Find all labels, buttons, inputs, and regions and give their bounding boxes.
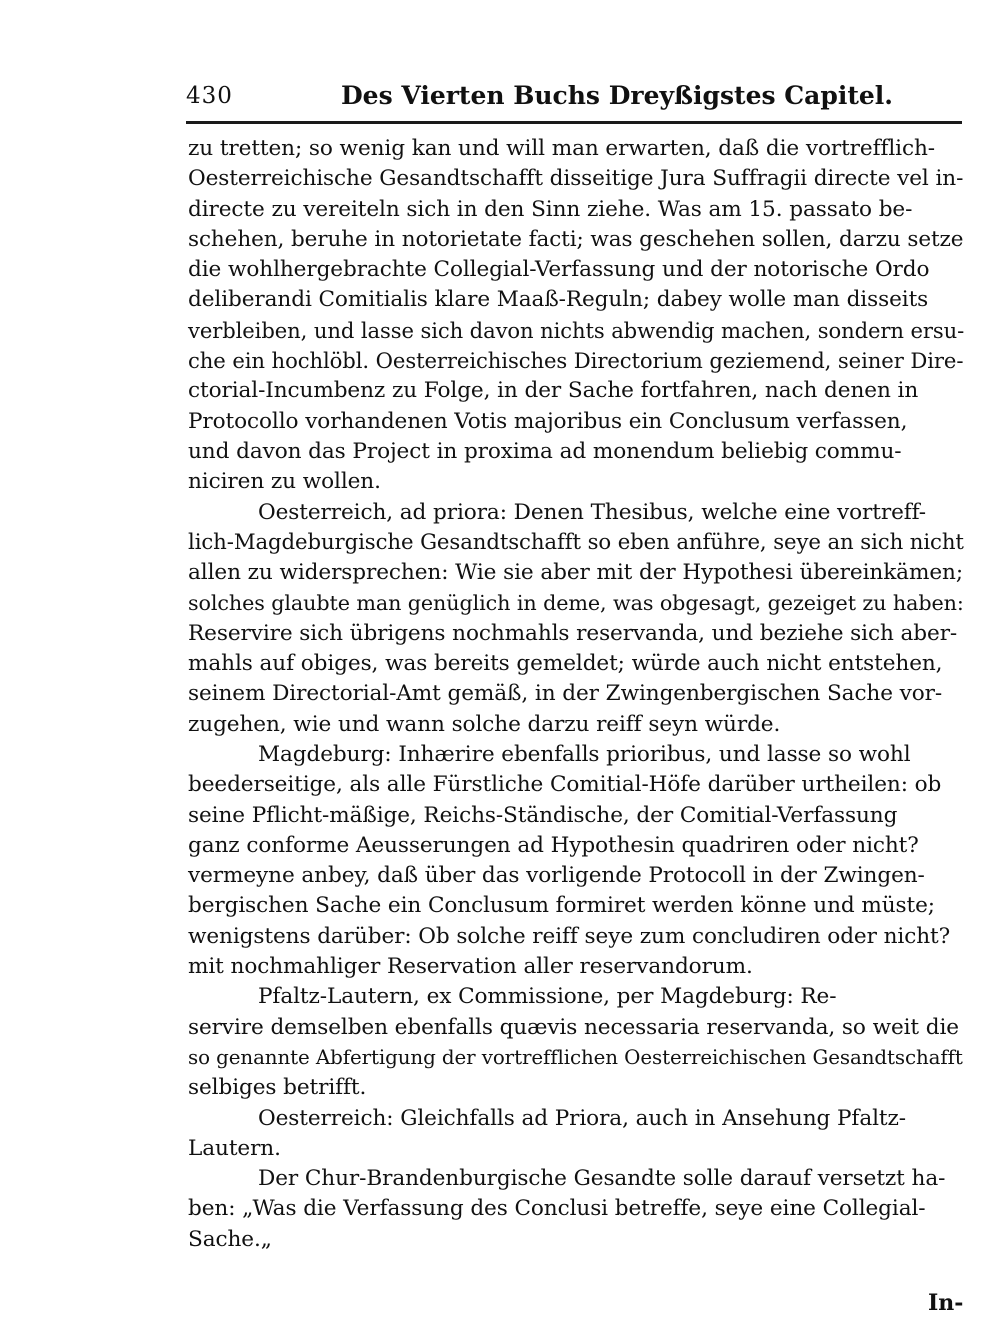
text-line: seine Pflicht-mäßige, Reichs-Ständische, der Comitial-Verfassung (188, 802, 898, 828)
body-text (188, 134, 964, 1255)
text-line: Der Chur-Brandenburgische Gesandte solle darauf versetzt ha- (258, 1166, 946, 1192)
text-line: Protocollo vorhandenen Votis majoribus ein Conclusum verfassen, (188, 408, 908, 434)
text-line: zu tretten; so wenig kan und will man erwarten, daß die vortrefflich- (188, 136, 935, 161)
text-line: niciren zu wollen. (188, 469, 381, 495)
page-header (186, 76, 966, 116)
text-line: lich-Magdeburgische Gesandtschafft so eben anführe, seye an sich nicht (188, 529, 964, 555)
text-line: che ein hochlöbl. Oesterreichisches Directorium geziemend, seiner Dire- (188, 348, 964, 374)
text-line: seinem Directorial-Amt gemäß, in der Zwingenbergischen Sache vor- (188, 681, 943, 707)
text-line: so genannte Abfertigung der vortrefflichen Oesterreichischen Gesandtschafft (188, 1045, 963, 1069)
text-line: verbleiben, und lasse sich davon nichts abwendig machen, sondern ersu- (188, 317, 965, 343)
text-line: und davon das Project in proxima ad monendum beliebig commu- (188, 438, 902, 464)
text-line: deliberandi Comitialis klare Maaß-Reguln; dabey wolle man disseits (188, 287, 929, 313)
page-number: 430 (186, 83, 233, 109)
text-line: servire demselben ebenfalls quævis necessaria reservanda, so weit die (188, 1014, 959, 1040)
text-line: zugehen, wie und wann solche darzu reiff seyn würde. (188, 711, 781, 737)
text-line: Pfaltz-Lautern, ex Commissione, per Magdeburg: Re- (258, 984, 837, 1010)
text-line: Sache.„ (188, 1226, 272, 1252)
text-line: mahls auf obiges, was bereits gemeldet; würde auch nicht entstehen, (188, 651, 943, 677)
text-line: Oesterreich, ad priora: Denen Thesibus, welche eine vortreff- (258, 499, 926, 525)
running-title: Des Vierten Buchs Dreyßigstes Capitel. (341, 81, 894, 110)
text-line: Magdeburg: Inhærire ebenfalls prioribus, und lasse so wohl (258, 741, 911, 767)
text-line: vermeyne anbey, daß über das vorligende Protocoll in der Zwingen- (188, 863, 925, 889)
text-line: allen zu widersprechen: Wie sie aber mit der Hypothesi übereinkämen; (188, 560, 963, 586)
text-line: beederseitige, als alle Fürstliche Comitial-Höfe darüber urtheilen: ob (188, 772, 942, 798)
text-line: wenigstens darüber: Ob solche reiff seye zum concludiren oder nicht? (188, 923, 951, 949)
text-line: Oesterreichische Gesandtschafft disseitige Jura Suffragii directe vel in- (188, 166, 964, 192)
text-line: mit nochmahliger Reservation aller reservandorum. (188, 954, 753, 980)
text-line: ganz conforme Aeusserungen ad Hypothesin quadriren oder nicht? (188, 832, 919, 858)
text-line: bergischen Sache ein Conclusum formiret werden könne und müste; (188, 893, 935, 919)
text-line: ben: „Was die Verfassung des Conclusi betreffe, seye eine Collegial- (188, 1196, 926, 1222)
text-line: solches glaubte man genüglich in deme, was obgesagt, gezeiget zu haben: (188, 591, 964, 616)
text-line: Reservire sich übrigens nochmahls reservanda, und beziehe sich aber- (188, 620, 958, 646)
catchword: In- (928, 1290, 964, 1316)
text-line: die wohlhergebrachte Collegial-Verfassung und der notorische Ordo (188, 257, 930, 283)
text-line: Oesterreich: Gleichfalls ad Priora, auch in Ansehung Pfaltz- (258, 1105, 906, 1131)
text-line: schehen, beruhe in notorietate facti; was geschehen sollen, darzu setze (188, 226, 964, 252)
text-line: Lautern. (188, 1135, 281, 1161)
text-line: directe zu vereiteln sich in den Sinn ziehe. Was am 15. passato be- (188, 196, 913, 222)
text-line: ctorial-Incumbenz zu Folge, in der Sache fortfahren, nach denen in (188, 378, 919, 404)
header-rule (186, 121, 962, 124)
text-line: selbiges betrifft. (188, 1075, 367, 1101)
